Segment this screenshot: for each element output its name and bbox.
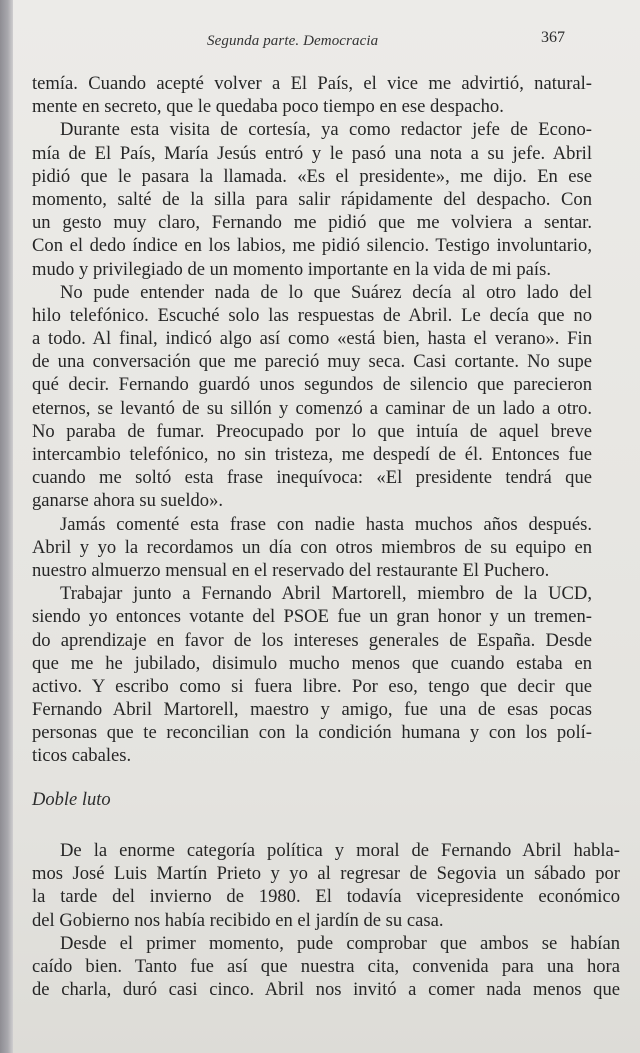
text-line: temía. Cuando acepté volver a El País, el vice me advirtió, natural- (32, 73, 592, 94)
text-line: siendo yo entonces votante del PSOE fue un gran honor y un tremen- (32, 606, 592, 628)
text-line: hilo telefónico. Escuché solo las respuestas de Abril. Le decía que no (32, 304, 592, 326)
text-line: De la enorme categoría política y moral de Fernando Abril habla- (60, 840, 620, 861)
text-line: nuestro almuerzo mensual en el reservado del restaurante El Puchero. (32, 559, 550, 581)
text-line: ganarse ahora su sueldo». (32, 490, 224, 512)
page-number: 367 (541, 29, 565, 46)
text-line: eternos, se levantó de su sillón y comenzó a caminar de un lado a otro. (32, 397, 592, 419)
text-line: de una conversación que me pareció muy seca. Casi cortante. No supe (32, 351, 592, 373)
text-line: qué decir. Fernando guardó unos segundos de silencio que parecieron (32, 374, 592, 396)
body-text (32, 72, 592, 768)
text-line: No paraba de fumar. Preocupado por lo que intuía de aquel breve (32, 420, 592, 442)
text-line: ticos cabales. (32, 745, 132, 767)
text-line: intercambio telefónico, no sin tristeza, me despedí de él. Entonces fue (32, 444, 592, 465)
running-head: Segunda parte. Democracia (207, 33, 379, 49)
text-line: mudo y privilegiado de un momento importante en la vida de mi país. (32, 258, 551, 280)
text-line: del Gobierno nos había recibido en el jardín de su casa. (32, 909, 444, 931)
text-line: Con el dedo índice en los labios, me pidió silencio. Testigo involuntario, (32, 235, 592, 257)
text-line: do aprendizaje en favor de los intereses generales de España. Desde (32, 629, 592, 651)
text-line: No pude entender nada de lo que Suárez decía al otro lado del (60, 281, 592, 303)
text-line: momento, salté de la silla para salir rápidamente del despacho. Con (32, 188, 592, 210)
text-line: a todo. Al final, indicó algo así como «está bien, hasta el verano». Fin (32, 328, 592, 350)
text-line: Fernando Abril Martorell, maestro y amigo, fue una de esas pocas (32, 699, 592, 721)
text-line: cuando me soltó esta frase inequívoca: «El presidente tendrá que (32, 467, 592, 489)
text-line: pidió que le pasara la llamada. «Es el presidente», me dijo. En ese (32, 165, 592, 187)
text-line: caído bien. Tanto fue así que nuestra cita, convenida para una hora (32, 955, 620, 977)
text-line: Trabajar junto a Fernando Abril Martorell, miembro de la UCD, (60, 583, 592, 605)
text-line: que me he jubilado, disimulo mucho menos que cuando estaba en (32, 652, 592, 674)
text-line: un gesto muy claro, Fernando me pidió que me volviera a sentar. (32, 212, 592, 234)
text-line: la tarde del invierno de 1980. El todavía vicepresidente económico (32, 886, 620, 908)
text-line: mos José Luis Martín Prieto y yo al regresar de Segovia un sábado por (32, 863, 620, 885)
text-line: Desde el primer momento, pude comprobar que ambos se habían (60, 932, 620, 954)
text-line: Durante esta visita de cortesía, ya como redactor jefe de Econo- (60, 119, 592, 141)
text-line: de charla, duró casi cinco. Abril nos invitó a comer nada menos que (32, 979, 620, 1001)
text-line: Abril y yo la recordamos un día con otros miembros de su equipo en (32, 536, 592, 558)
text-line: mía de El País, María Jesús entró y le pasó una nota a su jefe. Abril (32, 142, 592, 164)
text-line: activo. Y escribo como si fuera libre. Por eso, tengo que decir que (32, 675, 592, 697)
section-body-text (32, 839, 620, 1001)
text-line: mente en secreto, que le quedaba poco tiempo en ese despacho. (32, 96, 504, 118)
section-title: Doble luto (32, 790, 111, 810)
text-line: Jamás comenté esta frase con nadie hasta muchos años después. (60, 513, 592, 535)
text-line: personas que te reconcilian con la condición humana y con los polí- (32, 722, 592, 744)
book-binding-edge (0, 0, 13, 1053)
